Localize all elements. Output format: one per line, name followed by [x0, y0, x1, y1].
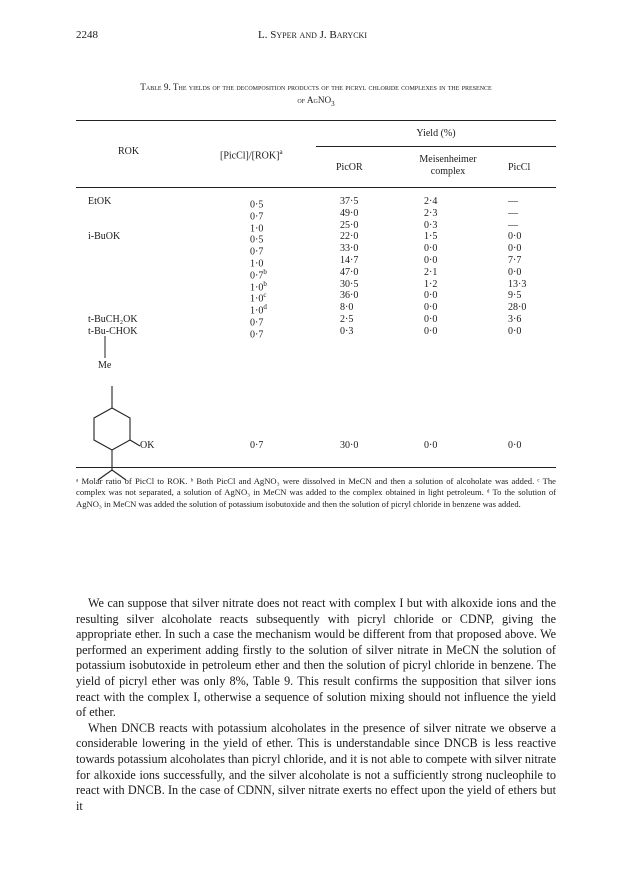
cell-piccl: 7·7	[508, 254, 522, 266]
header-ratio-sup: a	[279, 148, 283, 156]
table-row	[0, 207, 625, 223]
ratio-sup: b	[263, 279, 267, 288]
ratio-sup: d	[263, 303, 267, 312]
cell-picor: 22·0	[340, 231, 359, 243]
ratio-value: 1·0	[250, 293, 264, 305]
cell-rok: t-Bu-CHOK	[88, 325, 138, 337]
header-yield: Yield (%)	[416, 128, 456, 139]
cell-piccl: 13·3	[508, 278, 527, 290]
cell-rok: i-BuOK	[88, 231, 121, 243]
header-meisenheimer	[400, 154, 496, 178]
cell-picor: 36·0	[340, 290, 359, 302]
ratio-sup: b	[263, 267, 267, 276]
table-row	[0, 196, 625, 211]
cell-piccl: 9·5	[508, 290, 522, 302]
cell-meisenheimer: 0·0	[424, 254, 438, 266]
cell-meisenheimer: 0·0	[424, 243, 438, 255]
cell-picor: 8·0	[340, 302, 354, 314]
cell-rok: EtOK	[88, 196, 112, 207]
header-rok: ROK	[118, 146, 140, 157]
table-row	[0, 325, 625, 341]
cell-piccl: 0·0	[508, 243, 522, 255]
caption-line2: of AgNO	[297, 95, 332, 105]
cell-picor: 25·0	[340, 219, 359, 231]
cell-meisenheimer: 2·3	[424, 207, 438, 219]
ratio-value: 0·7	[250, 329, 264, 341]
cell-picor: 30·5	[340, 278, 359, 290]
structure-picor: 30·0	[340, 440, 359, 451]
cell-picor: 2·5	[340, 313, 354, 325]
header-ratio-text: [PicCl]/[ROK]	[220, 150, 280, 162]
cell-meisenheimer: 0·0	[424, 290, 438, 302]
cell-meisenheimer: 0·3	[424, 219, 438, 231]
me-bond-line	[100, 336, 110, 360]
table-row	[0, 266, 625, 282]
cell-meisenheimer: 0·0	[424, 313, 438, 325]
cell-piccl: 28·0	[508, 302, 527, 314]
cell-picor: 0·3	[340, 325, 354, 337]
cell-meisenheimer: 2·1	[424, 266, 438, 278]
table-body	[0, 196, 625, 341]
cell-picor: 47·0	[340, 266, 359, 278]
table-header-rule	[76, 187, 556, 188]
ratio-value: 0·5	[250, 199, 264, 211]
running-head: L. Syper and J. Barycki	[258, 29, 367, 41]
ratio-value: 0·7	[250, 317, 264, 329]
cell-piccl: 3·6	[508, 313, 522, 325]
cell-picor: 14·7	[340, 254, 359, 266]
table-row	[0, 290, 625, 305]
cell-meisenheimer: 1·2	[424, 278, 438, 290]
ratio-value: 1·0	[250, 258, 264, 270]
header-ratio	[220, 146, 283, 162]
body-paragraph-2: When DNCB reacts with potassium alcoholates in the presence of silver nitrate we observe a considerable lowering in the yield of ether. This is understandable since DNCB is less reactive towards potassium alcoholates than picryl chloride, and it is not able to compete with silver nitrate for alkoxide ions successfully, and the silver alcoholate is not a sufficiently strong nucleophile to react with DNCB. In the case of CDNN, silver nitrate exerts no effect upon the yield of ethers but it	[76, 720, 556, 813]
structure-piccl: 0·0	[508, 440, 522, 451]
ratio-value: 1·0	[250, 281, 264, 293]
cell-piccl: 0·0	[508, 231, 522, 243]
cell-piccl: —	[508, 207, 518, 219]
cell-meisenheimer: 0·0	[424, 302, 438, 314]
table-row	[0, 302, 625, 317]
body-paragraph-1: We can suppose that silver nitrate does not react with complex I but with alkoxide ions and the resulting silver alcoholate reacts subsequently with picryl chloride or CDNP, giving the appropriate ether. In such a case the mechanism would be different from that proposed above. We performed an experiment adding firstly to the solution of silver nitrate in MeCN the solution of potassium isobutoxide in petroleum ether and then the solution of picryl chloride in benzene. The yield of picryl ether was only 8%, Table 9. This result confirms the supposition that silver ions react with the complex I, otherwise a sequence of solution mixing should not influence the yield of ether.	[76, 596, 556, 720]
cell-piccl: 0·0	[508, 266, 522, 278]
caption-sub: 3	[331, 99, 335, 108]
table-bottom-rule	[76, 467, 556, 468]
caption-line1: Table 9. The yields of the decomposition products of the picryl chloride complexes in the presence	[140, 82, 492, 92]
table-caption	[76, 81, 556, 111]
page-number: 2248	[76, 29, 98, 41]
table-row	[0, 231, 625, 246]
yield-rule	[316, 146, 556, 147]
table-footnote: ᵃ Molar ratio of PicCl to ROK. ᵇ Both PicCl and AgNO₃ were dissolved in MeCN and then a solution of alcoholate was added. ᶜ The complex was not separated, a solution of AgNO₃ in MeCN was added to the complex obtained in light petroleum. ᵈ To the solution of AgNO₃ in MeCN was added the solution of potassium isobutoxide and then the solution of picryl chloride in benzene was added.	[76, 476, 556, 509]
ratio-value: 0·7	[250, 270, 264, 282]
table-row	[0, 279, 625, 291]
cell-piccl: 0·0	[508, 325, 522, 337]
header-meisenheimer-line2: complex	[430, 166, 466, 177]
cell-picor: 49·0	[340, 207, 359, 219]
table-row	[0, 313, 625, 329]
body-text	[76, 596, 556, 814]
cell-meisenheimer: 2·4	[424, 196, 438, 207]
ratio-value: 1·0	[250, 222, 264, 234]
table-row	[0, 243, 625, 258]
table-row	[0, 254, 625, 270]
table-row	[0, 220, 625, 232]
table-top-rule	[76, 120, 556, 121]
header-piccl: PicCl	[508, 162, 531, 173]
ratio-value: 0·7	[250, 246, 264, 258]
cell-piccl: —	[508, 219, 518, 231]
ratio-sup: c	[263, 291, 267, 300]
ratio-value: 0·5	[250, 234, 264, 246]
structure-meisenheimer: 0·0	[424, 440, 438, 451]
ratio-value: 0·7	[250, 211, 264, 223]
header-picor: PicOR	[336, 162, 363, 173]
me-label: Me	[98, 360, 112, 371]
cell-picor: 37·5	[340, 196, 359, 207]
cell-picor: 33·0	[340, 243, 359, 255]
cell-ratio	[250, 326, 290, 341]
ok-label: OK	[140, 440, 155, 451]
structure-ratio: 0·7	[250, 440, 264, 451]
ratio-value: 1·0	[250, 305, 264, 317]
cell-rok: t-BuCH₂OK	[88, 313, 138, 325]
header-meisenheimer-line1: Meisenheimer	[419, 154, 477, 165]
cell-meisenheimer: 1·5	[424, 231, 438, 243]
cell-piccl: —	[508, 196, 518, 207]
cell-meisenheimer: 0·0	[424, 325, 438, 337]
